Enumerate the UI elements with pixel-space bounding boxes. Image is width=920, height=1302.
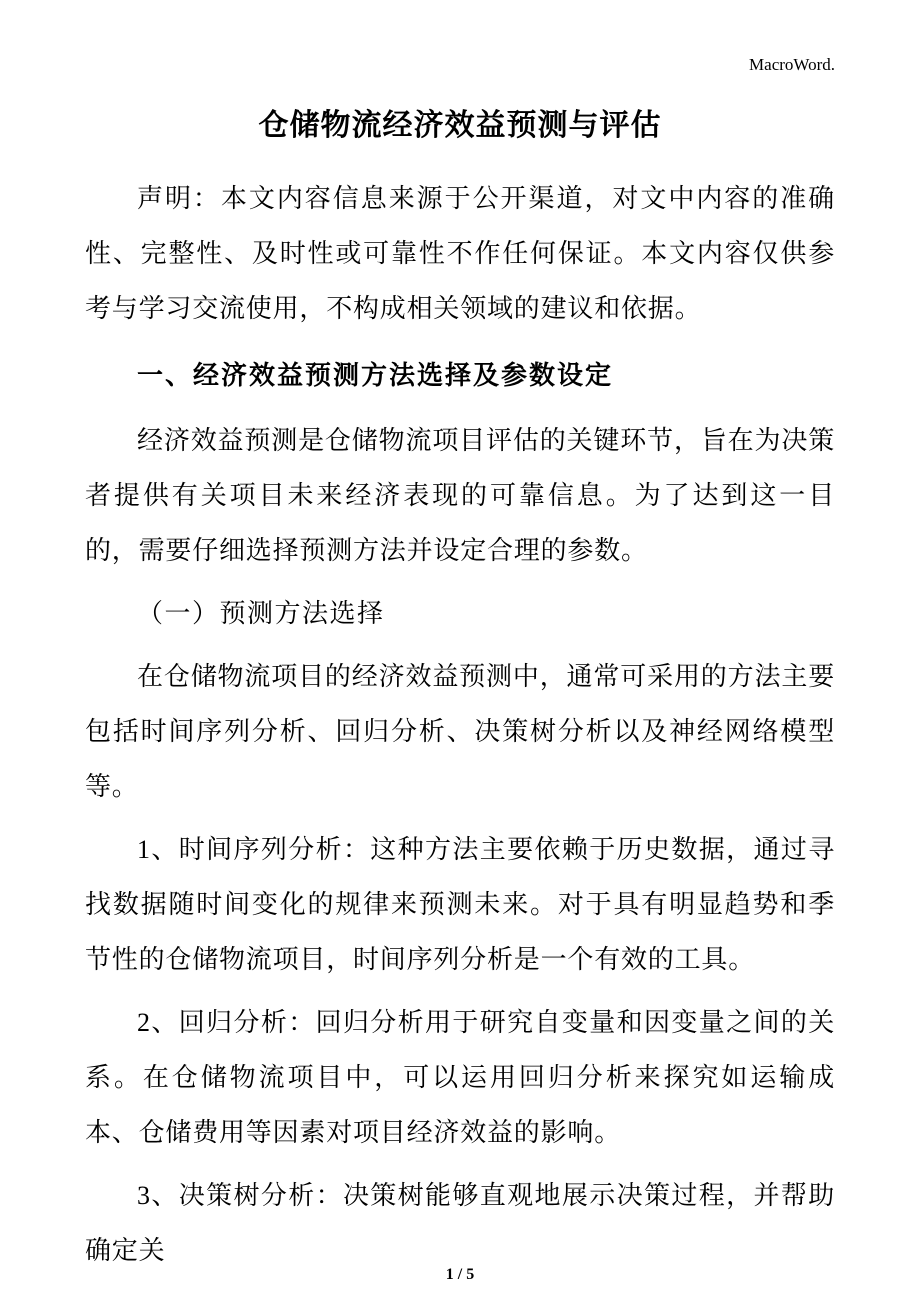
paragraph-methods-overview: 在仓储物流项目的经济效益预测中，通常可采用的方法主要包括时间序列分析、回归分析、决策树分析以及神经网络模型等。 bbox=[85, 662, 835, 801]
paragraph-intro: 经济效益预测是仓储物流项目评估的关键环节，旨在为决策者提供有关项目未来经济表现的可靠信息。为了达到这一目的，需要仔细选择预测方法并设定合理的参数。 bbox=[85, 426, 835, 565]
subsection-heading-1: （一）预测方法选择 bbox=[137, 599, 385, 628]
page-footer bbox=[0, 1266, 920, 1284]
paragraph-disclaimer: 声明：本文内容信息来源于公开渠道，对文中内容的准确性、完整性、及时性或可靠性不作任何保证。本文内容仅供参考与学习交流使用，不构成相关领域的建议和依据。 bbox=[85, 184, 835, 323]
paragraph-item-2-regression: 2、回归分析：回归分析用于研究自变量和因变量之间的关系。在仓储物流项目中，可以运用回归分析来探究如运输成本、仓储费用等因素对项目经济效益的影响。 bbox=[85, 1008, 835, 1147]
brand-watermark: MacroWord. bbox=[749, 55, 835, 74]
paragraph-item-3-decision-tree: 3、决策树分析：决策树能够直观地展示决策过程，并帮助确定关 bbox=[85, 1181, 835, 1265]
document-body bbox=[85, 103, 835, 1286]
document-title: 仓储物流经济效益预测与评估 bbox=[258, 109, 662, 142]
page-number: 1 / 5 bbox=[445, 1266, 475, 1283]
paragraph-item-1-time-series: 1、时间序列分析：这种方法主要依赖于历史数据，通过寻找数据随时间变化的规律来预测未来。对于具有明显趋势和季节性的仓储物流项目，时间序列分析是一个有效的工具。 bbox=[85, 835, 835, 974]
page-header bbox=[85, 55, 835, 75]
section-heading-1: 一、经济效益预测方法选择及参数设定 bbox=[137, 360, 614, 390]
